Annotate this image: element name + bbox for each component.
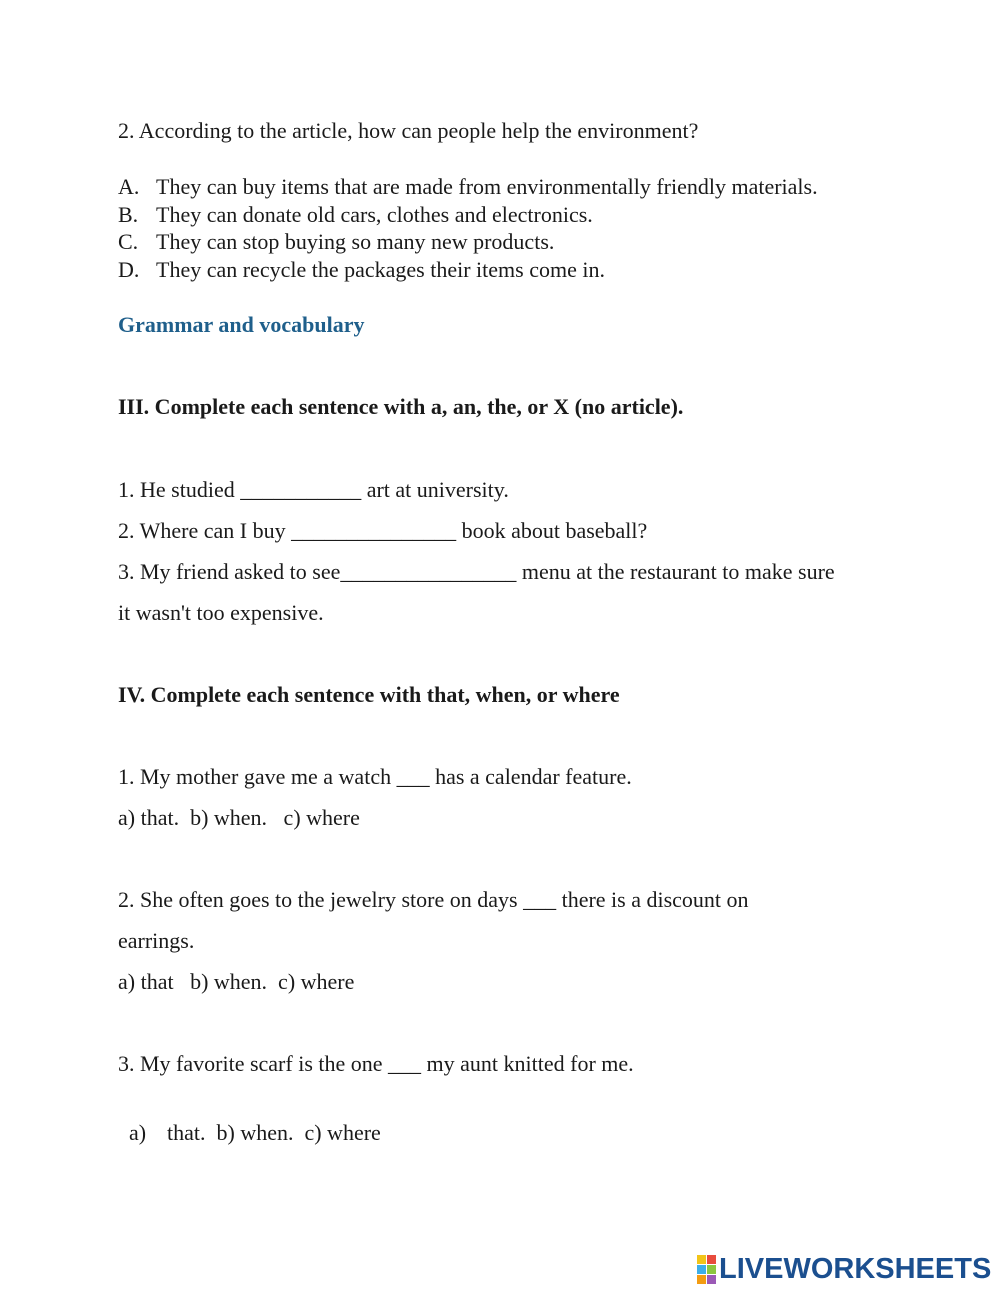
logo-block [697, 1265, 706, 1274]
logo-block [707, 1265, 716, 1274]
part-4-q1-sentence: 1. My mother gave me a watch ___ has a calendar feature. [118, 764, 632, 789]
logo-block [697, 1275, 706, 1284]
logo-block [707, 1275, 716, 1284]
option-a [118, 173, 818, 201]
option-letter: A. [118, 174, 140, 199]
part-3-item-2: 2. Where can I buy _______________ book about baseball? [118, 518, 648, 543]
q3-choices-text: that. b) when. c) where [167, 1120, 381, 1145]
logo-block [707, 1255, 716, 1264]
option-b [118, 201, 593, 229]
logo-block [697, 1255, 706, 1264]
part-3-item-1: 1. He studied ___________ art at university. [118, 477, 509, 502]
option-text: They can recycle the packages their items come in. [156, 257, 605, 282]
part-4-q3-choices [118, 1091, 381, 1147]
option-letter: D. [118, 257, 140, 282]
option-text: They can donate old cars, clothes and electronics. [156, 202, 593, 227]
part-3-item-3-cont: it wasn't too expensive. [118, 600, 324, 625]
option-text: They can buy items that are made from environmentally friendly materials. [156, 174, 818, 199]
option-letter: C. [118, 229, 139, 254]
part-4-q2-sentence: 2. She often goes to the jewelry store on days ___ there is a discount on [118, 887, 749, 912]
section-heading: Grammar and vocabulary [118, 312, 365, 337]
question-2-prompt: 2. According to the article, how can people help the environment? [118, 118, 699, 143]
option-c [118, 228, 554, 256]
q3-choice-letter: a) [129, 1120, 147, 1145]
part-4-q2-choices: a) that b) when. c) where [118, 969, 355, 994]
liveworksheets-logo [697, 1254, 991, 1284]
option-d [118, 256, 605, 284]
part-3-heading: III. Complete each sentence with a, an, the, or X (no article). [118, 394, 684, 419]
part-4-q1-choices: a) that. b) when. c) where [118, 805, 360, 830]
logo-text: LIVEWORKSHEETS [719, 1253, 992, 1285]
part-4-q2-sentence-cont: earrings. [118, 928, 195, 953]
part-4-q3-sentence: 3. My favorite scarf is the one ___ my aunt knitted for me. [118, 1051, 634, 1076]
option-letter: B. [118, 202, 139, 227]
logo-blocks-icon [697, 1255, 716, 1284]
part-3-item-3: 3. My friend asked to see________________ menu at the restaurant to make sure [118, 559, 835, 584]
option-text: They can stop buying so many new products. [156, 229, 555, 254]
part-4-heading: IV. Complete each sentence with that, when, or where [118, 682, 620, 707]
